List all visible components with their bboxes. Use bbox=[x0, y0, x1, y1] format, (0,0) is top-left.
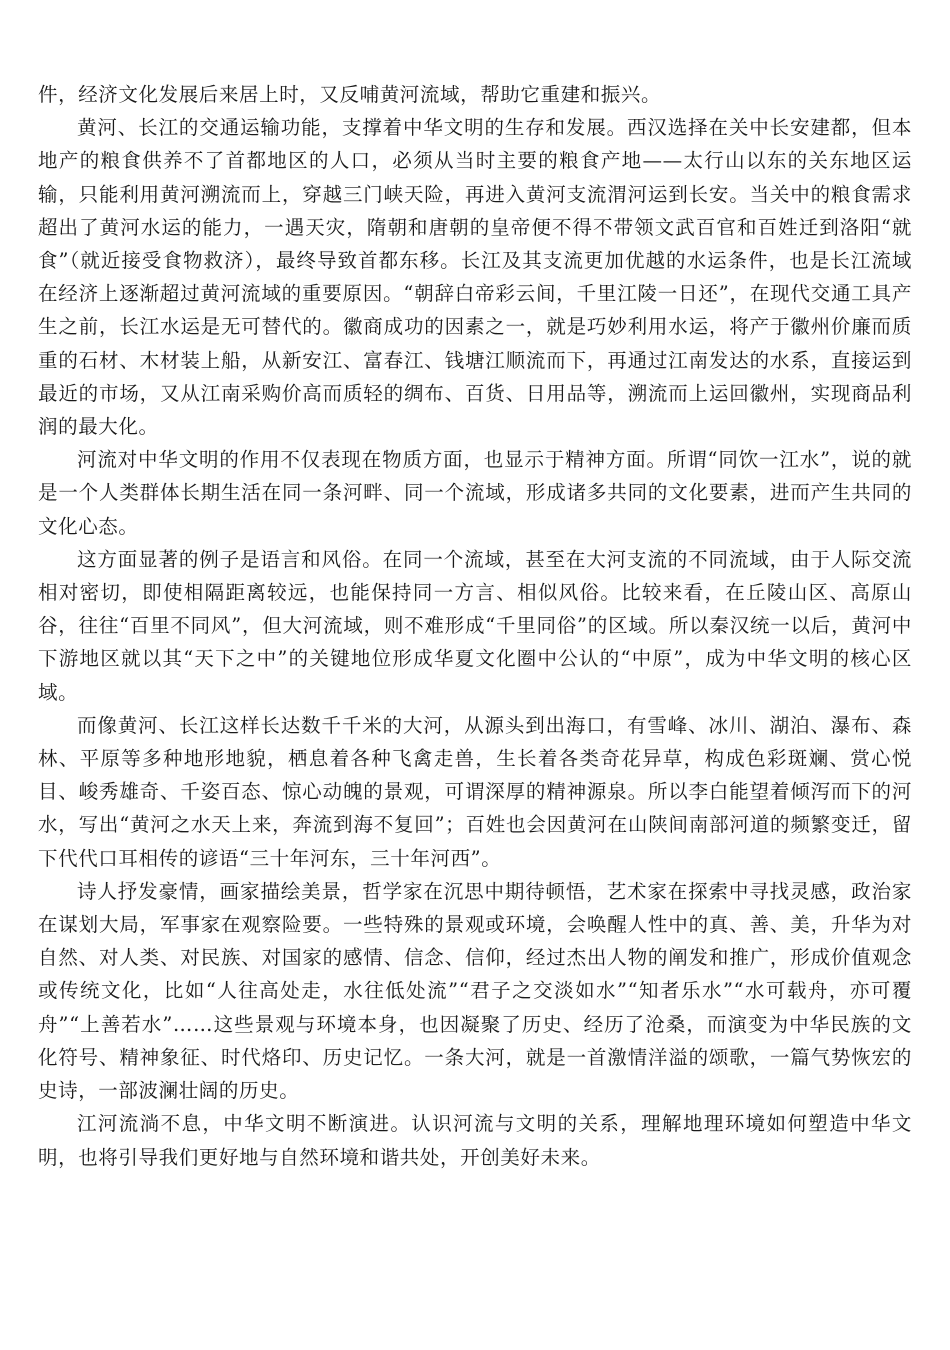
paragraph-language-customs: 这方面显著的例子是语言和风俗。在同一个流域，甚至在大河支流的不同流域，由于人际交流相对密切，即使相隔距离较远，也能保持同一方言、相似风俗。比较来看，在丘陵山区、高原山谷，往往“百里不同风”，但大河流域，则不难形成“千里同俗”的区域。所以秦汉统一以后，黄河中下游地区就以其“天下之中”的关键地位形成华夏文化圈中公认的“中原”，成为中华文明的核心区域。 bbox=[38, 547, 912, 704]
paragraph-conclusion: 江河流淌不息，中华文明不断演进。认识河流与文明的关系，理解地理环境如何塑造中华文明，也将引导我们更好地与自然环境和谐共处，开创美好未来。 bbox=[38, 1112, 912, 1169]
paragraph-continuation: 件，经济文化发展后来居上时，又反哺黄河流域，帮助它重建和振兴。 bbox=[38, 83, 662, 106]
paragraph-inspiration: 诗人抒发豪情，画家描绘美景，哲学家在沉思中期待顿悟，艺术家在探索中寻找灵感，政治家在谋划大局，军事家在观察险要。一些特殊的景观或环境，会唤醒人性中的真、善、美，升华为对自然、对人类、对民族、对国家的感情、信念、信仰，经过杰出人物的阐发和推广，形成价值观念或传统文化，比如“人往高处走，水往低处流”“君子之交淡如水”“知者乐水”“水可载舟，亦可覆舟”“上善若水”……这些景观与环境本身，也因凝聚了历史、经历了沧桑，而演变为中华民族的文化符号、精神象征、时代烙印、历史记忆。一条大河，就是一首激情洋溢的颂歌，一篇气势恢宏的史诗，一部波澜壮阔的历史。 bbox=[38, 879, 912, 1103]
paragraph-landscapes: 而像黄河、长江这样长达数千千米的大河，从源头到出海口，有雪峰、冰川、湖泊、瀑布、森林、平原等多种地形地貌，栖息着各种飞禽走兽，生长着各类奇花异草，构成色彩斑斓、赏心悦目、峻秀雄奇、千姿百态、惊心动魄的景观，可谓深厚的精神源泉。所以李白能望着倾泻而下的河水，写出“黄河之水天上来，奔流到海不复回”；百姓也会因黄河在山陕间南部河道的频繁变迁，留下代代口耳相传的谚语“三十年河东，三十年河西”。 bbox=[38, 713, 912, 870]
document-page bbox=[38, 78, 912, 1174]
paragraph-spirit: 河流对中华文明的作用不仅表现在物质方面，也显示于精神方面。所谓“同饮一江水”，说的就是一个人类群体长期生活在同一条河畔、同一个流域，形成诸多共同的文化要素，进而产生共同的文化心态。 bbox=[38, 448, 912, 538]
paragraph-transport: 黄河、长江的交通运输功能，支撑着中华文明的生存和发展。西汉选择在关中长安建都，但本地产的粮食供养不了首都地区的人口，必须从当时主要的粮食产地——太行山以东的关东地区运输，只能利用黄河溯流而上，穿越三门峡天险，再进入黄河支流渭河运到长安。当关中的粮食需求超出了黄河水运的能力，一遇天灾，隋朝和唐朝的皇帝便不得不带领文武百官和百姓迁到洛阳“就食”（就近接受食物救济），最终导致首都东移。长江及其支流更加优越的水运条件，也是长江流域在经济上逐渐超过黄河流域的重要原因。“朝辞白帝彩云间，千里江陵一日还”，在现代交通工具产生之前，长江水运是无可替代的。徽商成功的因素之一，就是巧妙利用水运，将产于徽州价廉而质重的石材、木材装上船，从新安江、富春江、钱塘江顺流而下，再通过江南发达的水系，直接运到最近的市场，又从江南采购价高而质轻的绸布、百货、日用品等，溯流而上运回徽州，实现商品利润的最大化。 bbox=[38, 116, 912, 439]
